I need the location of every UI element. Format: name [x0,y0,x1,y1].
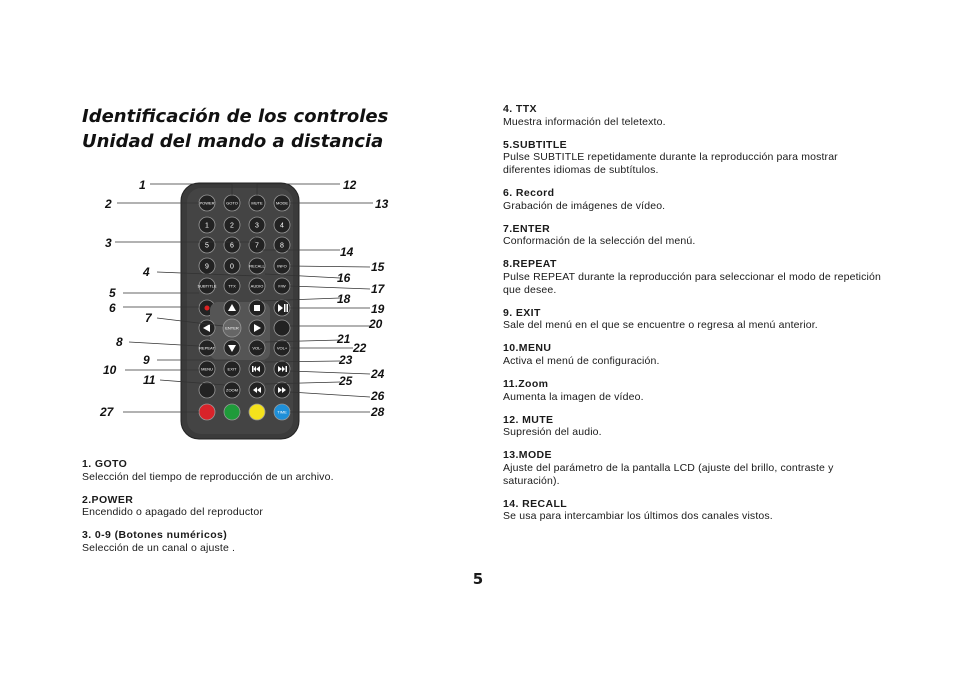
entry-exit [503,307,888,332]
entry-zoom [503,378,888,403]
green-button [224,404,240,420]
mode-button-label: MODE [276,200,288,206]
entry-text: Supresión del audio. [503,426,602,439]
title-line-1: Identificación de los controles [82,106,389,127]
power-button-label: POWER [199,200,215,206]
entry-heading: 6. Record [503,186,555,199]
fw-button-label: F/W [278,283,286,289]
callout-4: 4 [143,265,150,279]
digit-0-label: 0 [230,263,234,271]
entry-heading: 2.POWER [82,493,134,506]
entry-heading: 8.REPEAT [503,258,557,271]
callout-8: 8 [116,335,123,349]
entry-text: Sale del menú en el que se encuentre o regresa al menú anterior. [503,319,818,332]
entry-menu [503,342,888,367]
red-button [199,404,215,420]
entry-heading: 7.ENTER [503,222,551,235]
entry-heading: 11.Zoom [503,378,549,390]
callout-1: 1 [139,178,146,192]
vol-minus-label: VOL- [252,345,262,351]
callout-19: 19 [371,302,385,316]
callout-5: 5 [109,286,116,300]
callout-12: 12 [343,178,357,192]
entry-heading: 14. RECALL [503,497,568,510]
callout-3: 3 [105,236,112,250]
zoom-button-label: ZOOM [226,387,238,393]
source-button [274,320,290,336]
yellow-button [249,404,265,420]
menu-button-label: MENU [201,366,213,372]
entry-recall [503,498,888,523]
entry-record [503,187,888,212]
info-button-label: INFO [277,263,287,269]
callout-17: 17 [371,282,385,296]
callout-15: 15 [371,260,385,274]
digit-8-label: 8 [280,242,284,250]
entry-heading: 10.MENU [503,342,552,355]
digit-7-label: 7 [255,242,259,250]
entry-text: Encendido o apagado del reproductor [82,506,263,519]
entry-text: Aumenta la imagen de vídeo. [503,390,644,403]
digit-2-label: 2 [230,222,234,230]
ttx-button-label: TTX [228,283,236,289]
recall-button-label: RECALL [249,263,265,269]
entry-heading: 3. 0-9 (Botones numéricos) [82,529,228,542]
callout-7: 7 [145,311,152,325]
entry-text: Se usa para intercambiar los últimos dos canales vistos. [503,510,773,523]
title-line-2: Unidad del mando a distancia [82,131,384,152]
repeat-button-label: REPEAT [199,345,215,351]
callout-16: 16 [337,271,351,285]
page-title [82,104,422,154]
remote-control-diagram [95,170,395,450]
entry-heading: 9. EXIT [503,306,541,319]
entry-text: Pulse REPEAT durante la reproducción para seleccionar el modo de repetición que desee. [503,270,881,296]
left-description-list [82,458,462,565]
callout-21: 21 [337,332,351,346]
exit-button-label: EXIT [227,366,237,372]
callout-22: 22 [353,341,367,355]
vol-plus-label: VOL+ [276,345,288,351]
audio-button-label: AUDIO [250,283,264,289]
entry-ttx [503,103,888,128]
entry-digits [82,529,462,554]
callout-26: 26 [371,389,385,403]
goto-button-label: GOTO [226,200,238,206]
entry-text: Muestra información del teletexto. [503,115,666,128]
callout-13: 13 [375,197,389,211]
callout-numbers-right [336,178,389,419]
entry-heading: 5.SUBTITLE [503,138,568,151]
callout-10: 10 [103,363,117,377]
entry-heading: 4. TTX [503,103,537,115]
entry-heading: 13.MODE [503,449,552,462]
entry-heading: 1. GOTO [82,458,128,470]
entry-text: Grabación de imágenes de vídeo. [503,199,666,212]
callout-6: 6 [109,301,116,315]
callout-11: 11 [143,373,156,387]
callout-18: 18 [337,292,351,306]
digit-3-label: 3 [255,222,259,230]
digit-1-label: 1 [205,222,209,230]
callout-24: 24 [371,367,385,381]
entry-text: Conformación de la selección del menú. [503,235,696,248]
callout-27: 27 [100,405,114,419]
callout-20: 20 [369,317,383,331]
entry-text: Activa el menú de configuración. [503,354,660,367]
callout-14: 14 [340,245,354,259]
page-number: 5 [472,570,484,588]
mute-button-label: MUTE [251,200,263,206]
entry-goto [82,458,462,483]
stop-icon [254,305,260,311]
entry-repeat [503,258,888,296]
digit-9-label: 9 [205,263,209,271]
entry-heading: 12. MUTE [503,413,554,426]
entry-text: Selección de un canal o ajuste . [82,541,236,554]
record-dot-icon [205,306,210,311]
entry-mute [503,414,888,439]
callout-numbers-left [99,178,156,419]
callout-23: 23 [339,353,353,367]
entry-mode [503,449,888,487]
entry-subtitle [503,139,888,177]
digit-6-label: 6 [230,242,234,250]
entry-text: Pulse SUBTITLE repetidamente durante la reproducción para mostrar diferentes idiomas de subtítulos. [503,151,838,176]
right-description-list [503,103,888,533]
entry-text: Selección del tiempo de reproducción de un archivo. [82,470,334,483]
subtitle-button-label: SUBTITLE [197,283,217,289]
digit-5-label: 5 [205,242,209,250]
time-button-label: TIME [277,409,287,415]
enter-button-label: ENTER [225,325,239,331]
callout-2: 2 [105,197,112,211]
digit-4-label: 4 [280,222,284,230]
entry-enter [503,223,888,248]
callout-25: 25 [339,374,353,388]
entry-text: Ajuste del parámetro de la pantalla LCD (ajuste del brillo, contraste y saturación). [503,461,834,487]
callout-28: 28 [371,405,385,419]
callout-9: 9 [143,353,150,367]
entry-power [82,494,462,519]
